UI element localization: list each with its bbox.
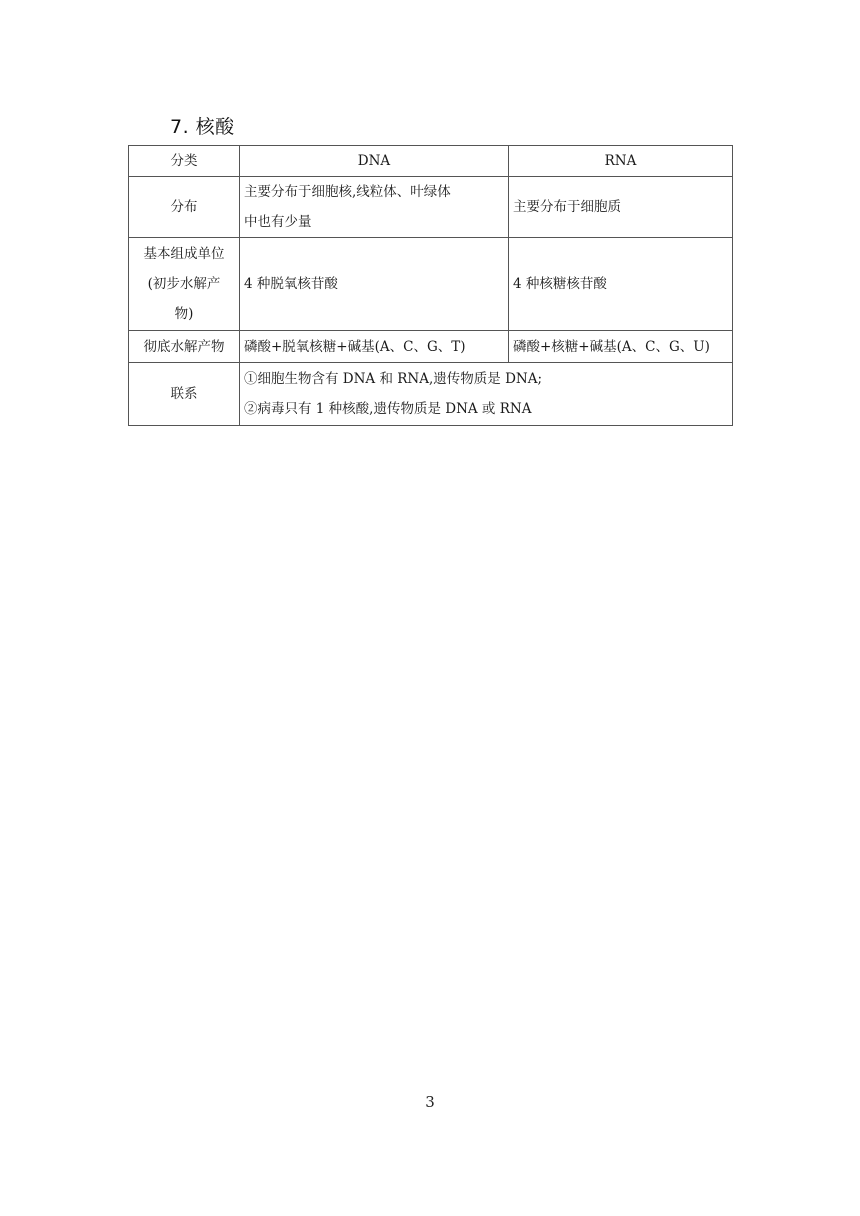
page-number: 3	[425, 1093, 435, 1111]
hydrolysis-rna-cell: 磷酸+核糖+碱基(A、C、G、U)	[509, 331, 733, 363]
table-row-distribution	[129, 177, 733, 238]
relation-label: 联系	[129, 363, 240, 426]
relation-cell	[240, 363, 733, 426]
table-row-complete-hydrolysis	[129, 331, 733, 363]
header-cell-rna: RNA	[509, 146, 733, 177]
distribution-label: 分布	[129, 177, 240, 238]
basic-unit-label-line2: (初步水解产	[147, 276, 221, 292]
relation-line2: ②病毒只有 1 种核酸,遗传物质是 DNA 或 RNA	[244, 401, 532, 417]
distribution-dna-line2: 中也有少量	[244, 214, 312, 230]
basic-unit-label-cell	[129, 238, 240, 331]
distribution-dna-line1: 主要分布于细胞核,线粒体、叶绿体	[244, 184, 451, 200]
distribution-rna-cell: 主要分布于细胞质	[509, 177, 733, 238]
nucleic-acid-table	[128, 145, 733, 426]
basic-unit-label-line1: 基本组成单位	[143, 246, 225, 262]
section-heading: 7. 核酸	[170, 116, 235, 138]
hydrolysis-label: 彻底水解产物	[129, 331, 240, 363]
basic-unit-label-line3: 物)	[174, 306, 194, 322]
table-row-header	[129, 146, 733, 177]
header-cell-dna: DNA	[240, 146, 509, 177]
relation-line1: ①细胞生物含有 DNA 和 RNA,遗传物质是 DNA;	[244, 371, 543, 387]
basic-unit-dna-cell: 4 种脱氧核苷酸	[240, 238, 509, 331]
basic-unit-rna-cell: 4 种核糖核苷酸	[509, 238, 733, 331]
distribution-dna-cell	[240, 177, 509, 238]
hydrolysis-dna-cell: 磷酸+脱氧核糖+碱基(A、C、G、T)	[240, 331, 509, 363]
header-cell-category: 分类	[129, 146, 240, 177]
table-row-relation	[129, 363, 733, 426]
table-row-basic-unit	[129, 238, 733, 331]
